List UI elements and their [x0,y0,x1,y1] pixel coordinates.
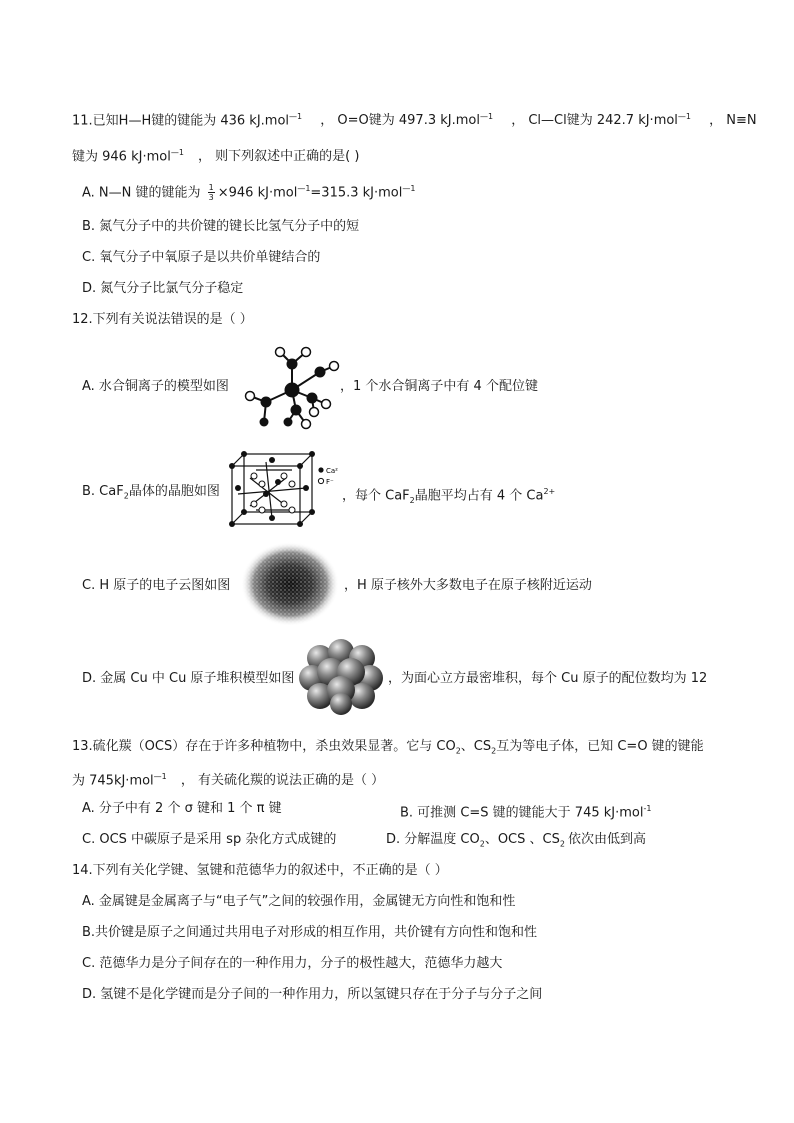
option-text: A. 水合铜离子的模型如图 [82,379,229,394]
q11-stem-text: ， N≡N [709,113,757,129]
option-text: 晶体的晶胞如图 [128,484,220,499]
q11-stem-line1 [72,108,757,130]
h-electron-cloud-figure [240,541,340,627]
q11-stem-text: 键为 946 kJ·mol [72,149,171,165]
q11-stem-text: ， Cl—Cl键为 242.7 kJ·mol [511,113,678,129]
q13-stem-text: 互为等电子体，已知 C=O 键的键能 [496,739,704,754]
q13-option-c: C. OCS 中碳原子是采用 sp 杂化方式成键的 [82,832,337,847]
q13-stem-text: 13.硫化羰（OCS）存在于许多种植物中，杀虫效果显著。它与 CO [72,739,456,754]
option-text: 晶胞平均占有 4 个 Ca [414,488,544,504]
q13-stem-text: 、CS [460,739,492,754]
q14-option-b: B.共价键是原子之间通过共用电子对形成的相互作用，共价键有方向性和饱和性 [82,925,538,940]
subscript: 2 [479,839,485,849]
q14-stem: 14.下列有关化学键、氢键和范德华力的叙述中，不正确的是（ ） [72,863,448,878]
q11-option-d: D. 氮气分子比氯气分子稳定 [82,281,244,296]
exponent: -1 [643,804,652,813]
fraction [208,183,215,202]
q11-option-c: C. 氧气分子中氧原子是以共价单键结合的 [82,250,321,265]
q11-option-b: B. 氮气分子中的共价键的键长比氢气分子中的短 [82,219,360,234]
q11-stem-text: ， 则下列叙述中正确的是( ) [198,149,360,165]
q13-option-d [386,831,646,854]
option-text: B. 可推测 C=S 键的键能大于 745 kJ·mol [400,805,644,821]
legend-f-label: F⁻ [326,478,334,486]
q11-stem-line2 [72,144,359,166]
option-text: 依次由低到高 [567,832,646,847]
option-text: ，每个 CaF [342,488,410,504]
q12-option-c-tail: ，H 原子核外大多数电子在原子核附近运动 [344,578,592,593]
option-text: B. CaF [82,484,124,499]
q14-option-d: D. 氢键不是化学键而是分子间的一种作用力，所以氢键只存在于分子与分子之间 [82,987,543,1002]
option-text: =315.3 kJ·mol [310,185,403,201]
caf2-unit-cell-figure [226,448,344,528]
option-text: ×946 kJ·mol [217,185,298,201]
subscript: 2 [455,746,461,756]
exponent: —1 [297,184,311,193]
q14-option-a: A. 金属键是金属离子与“电子气”之间的较强作用，金属键无方向性和饱和性 [82,894,516,909]
exponent: —1 [289,112,303,121]
exponent: —1 [153,772,167,781]
legend-ca-label: Ca² [326,467,338,475]
q12-stem: 12.下列有关说法错误的是（ ） [72,312,253,327]
q12-option-b-text [82,483,220,506]
q12-option-a-tail: ，1 个水合铜离子中有 4 个配位键 [340,379,538,394]
q12-option-d-tail: ，为面心立方最密堆积，每个 Cu 原子的配位数均为 12 [388,671,708,686]
q12-option-d-text: D. 金属 Cu 中 Cu 原子堆积模型如图 [82,671,295,686]
option-text: D. 分解温度 CO [386,832,480,847]
exponent: —1 [479,112,494,121]
q13-option-b [400,800,651,822]
hydrated-copper-ion-model-figure [236,342,340,438]
q13-stem-line2 [72,768,384,790]
q12-option-c-text: C. H 原子的电子云图如图 [82,578,231,593]
q11-stem-text: ， O=O键为 497.3 kJ.mol [320,113,480,129]
fraction-denominator: 3 [208,193,214,203]
q13-stem-text: 为 745kJ·mol [72,773,154,789]
q11-option-a [82,180,415,202]
q11-stem-text: 11.已知H—H键的键能为 436 kJ.mol [72,113,290,129]
q12-option-b-tail [342,483,555,510]
cu-packing-model-figure [298,638,384,716]
subscript: 2 [409,495,415,505]
exponent: —1 [402,184,416,193]
option-text: A. N—N 键的键能为 [82,185,201,201]
fraction-numerator: 1 [208,183,214,193]
superscript: 2+ [543,487,556,496]
q13-option-a: A. 分子中有 2 个 σ 键和 1 个 π 键 [82,801,282,816]
subscript: 2 [491,746,497,756]
q13-stem-line1 [72,738,704,761]
q14-option-c: C. 范德华力是分子间存在的一种作用力，分子的极性越大，范德华力越大 [82,956,503,971]
q13-stem-text: ， 有关硫化羰的说法正确的是（ ） [180,773,385,789]
subscript: 2 [559,839,565,849]
option-text: 、OCS 、CS [484,832,560,847]
subscript: 2 [123,491,129,501]
exponent: —1 [677,112,692,121]
q12-option-a-text [82,378,229,396]
exponent: —1 [170,148,184,157]
